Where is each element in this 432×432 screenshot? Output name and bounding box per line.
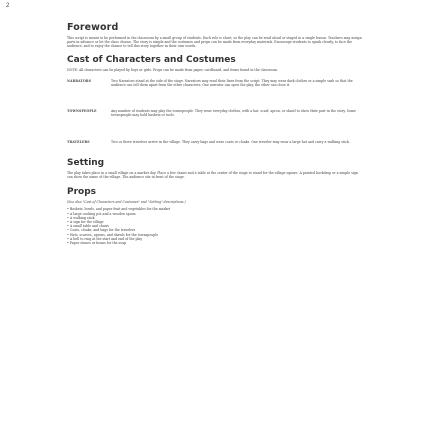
setting-heading: Setting <box>67 157 105 168</box>
foreword-paragraph: This script is meant to be performed in the classroom by a small group of students. Each role is short, so the play can be read aloud or staged in a single lesson. Teachers may assign parts in advance or let the class choose. The story is simple and the costumes and props can be made from everyday materials. Encourage students to speak clearly, to face the audience, and to enjoy the chance to tell this story together in their own words. <box>67 36 362 49</box>
props-intro: (See also "Cast of Characters and Costumes" and "Setting" descriptions.) <box>67 200 186 205</box>
setting-paragraph: The play takes place in a small village on a market day. Place a few chairs and a table at the center of the stage to stand for the village square. A painted backdrop or a simple sign can show the name of the village. The audience sits in front of the stage. <box>67 170 358 180</box>
cast-role: TOWNSPEOPLE <box>67 109 97 114</box>
list-item: • A small table and chairs <box>67 224 363 228</box>
props-list <box>67 207 363 245</box>
cast-entry-narrators <box>67 79 363 87</box>
cast-intro: NOTE: All characters can be played by boys or girls. Props can be made from paper, cardboard, and items found in the classroom. <box>67 67 279 72</box>
props-heading: Props <box>67 187 97 198</box>
list-item: • A large cooking pot and a wooden spoon <box>67 212 363 216</box>
cast-entry-travelers <box>67 140 363 144</box>
cast-description: Any number of students may play the townspeople. They wear everyday clothes, with a hat, scarf, apron, or shawl to show their part in the story. Some townspeople may hold baskets or tools. <box>111 109 356 118</box>
cast-heading: Cast of Characters and Costumes <box>67 54 236 65</box>
cast-description: Two or three travelers arrive in the village. They carry bags and wear coats or cloaks. One traveler may wear a large hat and carry a walking stick. <box>111 139 350 144</box>
cast-description: Two Narrators stand at the side of the stage. Narrators may read their lines from the script. They may wear dark clothes or a simple sash so that the audience can tell them apart from the other characters. One narrator can open the play, the other can close it. <box>111 78 353 88</box>
list-item: • A walking stick <box>67 216 363 220</box>
list-item: • A sign for the village <box>67 220 363 224</box>
list-item: • Baskets, bowls, and paper fruit and vegetables for the market <box>67 207 363 211</box>
foreword-heading: Foreword <box>67 22 119 33</box>
cast-role: NARRATORS <box>67 78 91 83</box>
list-item: • Coats, cloaks, and bags for the travelers <box>67 228 363 232</box>
page-number: 2 <box>6 3 10 9</box>
document-body <box>67 22 363 245</box>
list-item: • Hats, scarves, aprons, and shawls for the townspeople <box>67 233 363 237</box>
cast-role: TRAVELERS <box>67 139 90 144</box>
list-item: • Paper stones or beans for the soup <box>67 241 363 245</box>
list-item: • A bell to ring at the start and end of the play <box>67 237 363 241</box>
cast-entry-townspeople <box>67 109 363 117</box>
